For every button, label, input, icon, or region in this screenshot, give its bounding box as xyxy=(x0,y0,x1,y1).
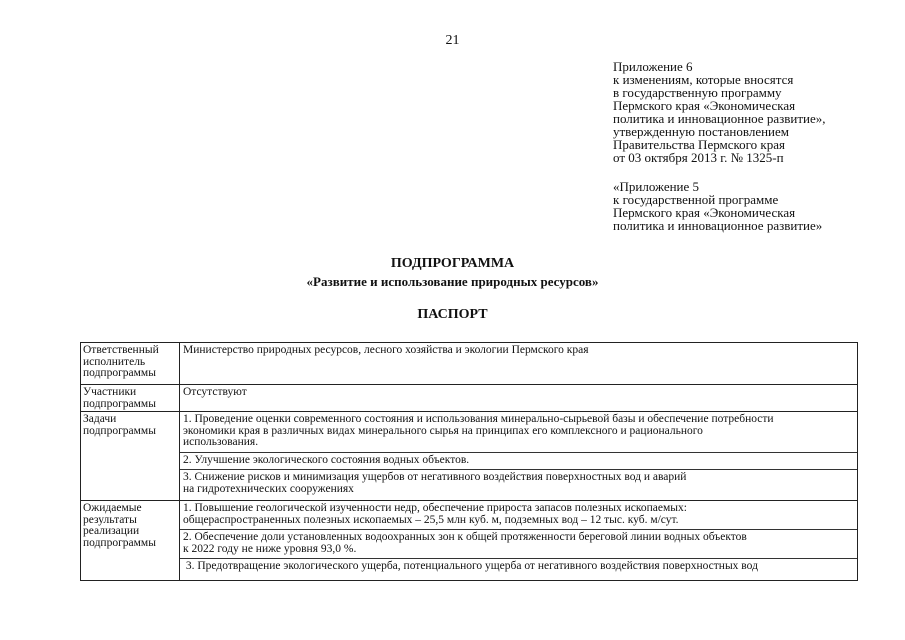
page-number: 21 xyxy=(445,33,460,48)
row-content xyxy=(180,501,858,581)
row-content xyxy=(180,385,858,412)
table-row xyxy=(81,501,858,581)
table-row xyxy=(81,412,858,501)
document-subtitle: «Развитие и использование природных ресурсов» xyxy=(306,274,599,289)
content-item: 1. Повышение геологической изученности недр, обеспечение прироста запасов полезных ископаемых: общераспространенных полезных ископаемых – 25,5 млн куб. м, подземных вод – 12 тыс. куб. м/сут. xyxy=(183,502,687,526)
appendix-quote-block: «Приложение 5 к государственной программе Пермского края «Экономическая политика и инновационное развитие» xyxy=(613,179,823,233)
content-item: 1. Проведение оценки современного состояния и использования минерально-сырьевой базы и обеспечение потребности экономики края в различных видах минерального сырья на принципах его комплексного и рационального использования. xyxy=(183,413,774,448)
table-row xyxy=(81,385,858,412)
row-content xyxy=(180,343,858,385)
content-item: 2. Обеспечение доли установленных водоохранных зон к общей протяженности береговой линии водных объектов к 2022 году не ниже уровня 93,0 %. xyxy=(180,529,857,558)
row-label: Ожидаемые результаты реализации подпрограммы xyxy=(81,501,180,581)
row-label: Участники подпрограммы xyxy=(81,385,180,412)
content-item: Отсутствуют xyxy=(183,386,247,398)
passport-heading: ПАСПОРТ xyxy=(417,307,488,322)
content-item: 3. Снижение рисков и минимизация ущербов от негативного воздействия поверхностных вод и аварий на гидротехнических сооружениях xyxy=(180,469,857,498)
content-item: Министерство природных ресурсов, лесного хозяйства и экологии Пермского края xyxy=(183,344,589,356)
appendix-reference-block: Приложение 6 к изменениям, которые вносятся в государственную программу Пермского края «Экономическая политика и инновационное развитие», утвержденную постановлением Правительства Пермского края от 03 октября 2013 г. № 1325-п xyxy=(613,59,826,165)
document-title: ПОДПРОГРАММА xyxy=(390,256,515,271)
table-row xyxy=(81,343,858,385)
content-item: 2. Улучшение экологического состояния водных объектов. xyxy=(180,452,857,470)
row-label: Задачи подпрограммы xyxy=(81,412,180,501)
content-item: 3. Предотвращение экологического ущерба, потенциального ущерба от негативного воздействия поверхностных вод xyxy=(180,558,857,576)
row-content xyxy=(180,412,858,501)
row-label: Ответственный исполнитель подпрограммы xyxy=(81,343,180,385)
passport-table xyxy=(80,342,858,581)
